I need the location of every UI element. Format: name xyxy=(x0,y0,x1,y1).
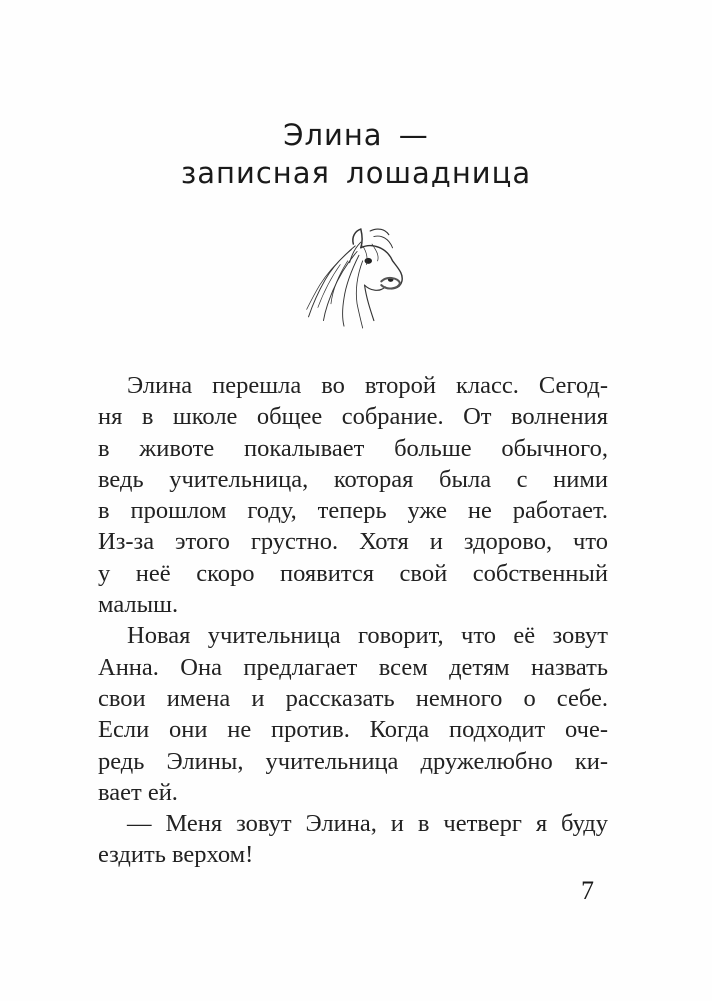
text-line: редь Элины, учительница дружелюбно ки- xyxy=(98,747,608,775)
page-number: 7 xyxy=(581,876,594,905)
text-line: Анна. Она предлагает всем детям назвать xyxy=(98,653,608,681)
text-line: в животе покалывает больше обычного, xyxy=(98,434,608,462)
text-line: Элина перешла во второй класс. Сегод- xyxy=(127,372,608,399)
text-line: ня в школе общее собрание. От волнения xyxy=(98,403,608,431)
pony-head-illustration xyxy=(288,222,428,337)
text-line: — Меня зовут Элина, и в четверг я буду xyxy=(127,810,608,838)
chapter-title-line-2: записная лошадница xyxy=(180,156,532,190)
text-line: свои имена и рассказать немного о себе. xyxy=(98,684,608,712)
body-text xyxy=(98,370,608,871)
text-line: ездить верхом! xyxy=(98,841,254,869)
text-line: вает ей. xyxy=(98,778,178,806)
text-line: малыш. xyxy=(98,591,179,619)
text-line: Из-за этого грустно. Хотя и здорово, что xyxy=(98,528,608,556)
chapter-title-line-1: Элина — xyxy=(283,118,429,152)
text-line: у неё скоро появится свой собственный xyxy=(98,559,608,587)
text-line: Если они не против. Когда подходит оче- xyxy=(98,716,608,744)
text-line: в прошлом году, теперь уже не работает. xyxy=(98,497,608,525)
text-line: Новая учительница говорит, что её зовут xyxy=(127,622,608,650)
text-line: ведь учительница, которая была с ними xyxy=(98,465,608,493)
